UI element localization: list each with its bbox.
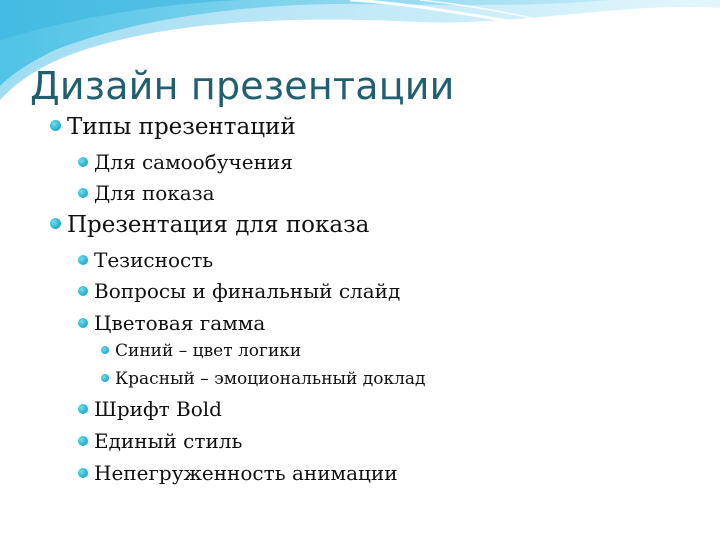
outline-item bbox=[78, 181, 215, 205]
outline-item bbox=[78, 279, 400, 303]
outline-item-text: Единый стиль bbox=[94, 429, 243, 453]
bullet-icon bbox=[78, 468, 88, 478]
outline-item-text: Красный – эмоциональный доклад bbox=[115, 369, 426, 389]
outline-item-text: Типы презентаций bbox=[67, 114, 296, 140]
outline-item bbox=[78, 248, 213, 272]
bullet-icon bbox=[78, 404, 88, 414]
outline-item-text: Шрифт Bold bbox=[94, 397, 222, 421]
outline-item bbox=[78, 397, 222, 421]
bullet-icon bbox=[78, 157, 88, 167]
outline-item-text: Вопросы и финальный слайд bbox=[94, 279, 401, 303]
outline-item-text: Синий – цвет логики bbox=[115, 341, 302, 361]
bullet-icon bbox=[78, 255, 88, 265]
outline-item bbox=[50, 114, 296, 140]
outline-item bbox=[78, 311, 265, 335]
outline-item bbox=[101, 341, 301, 361]
bullet-icon bbox=[101, 346, 109, 354]
bullet-icon bbox=[78, 436, 88, 446]
outline-item bbox=[50, 212, 369, 238]
outline-item bbox=[78, 461, 398, 485]
bullet-icon bbox=[78, 286, 88, 296]
outline-item-text: Цветовая гамма bbox=[94, 311, 266, 335]
outline-item-text: Для самообучения bbox=[94, 150, 293, 174]
bullet-icon bbox=[50, 218, 61, 229]
bullet-icon bbox=[78, 188, 88, 198]
outline-item-text: Непегруженность анимации bbox=[94, 461, 398, 485]
slide-title: Дизайн презентации bbox=[30, 64, 455, 108]
outline-item-text: Для показа bbox=[94, 181, 215, 205]
outline-item-text: Презентация для показа bbox=[67, 212, 370, 238]
outline-item-text: Тезисность bbox=[94, 248, 214, 272]
outline-item bbox=[78, 429, 242, 453]
bullet-icon bbox=[50, 120, 61, 131]
bullet-icon bbox=[101, 374, 109, 382]
bullet-icon bbox=[78, 318, 88, 328]
outline-item bbox=[101, 369, 426, 389]
outline-item bbox=[78, 150, 293, 174]
